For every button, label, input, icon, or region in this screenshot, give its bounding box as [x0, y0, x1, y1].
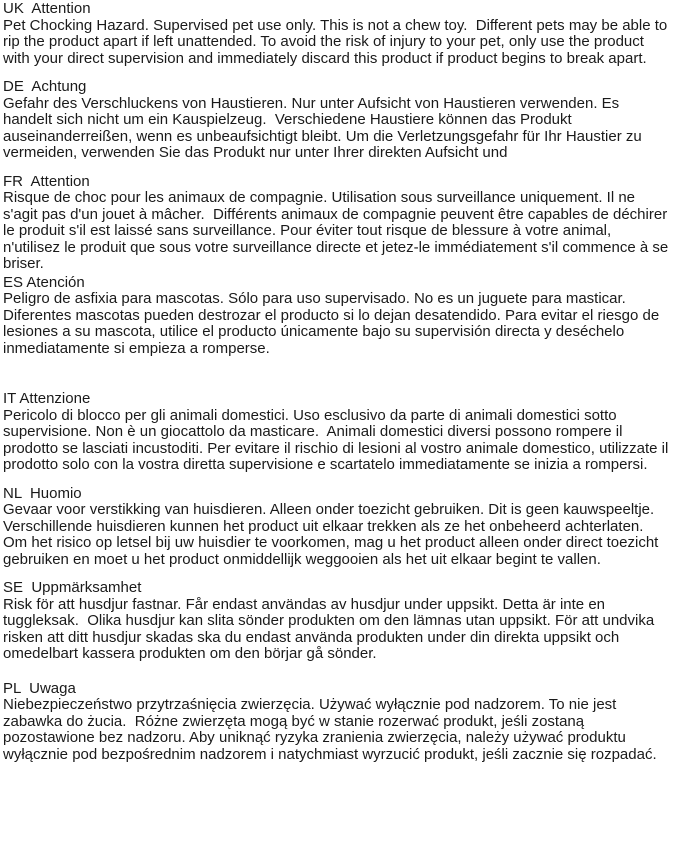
section-body: Gevaar voor verstikking van huisdieren. Alleen onder toezicht gebruiken. Dit is geen kauwspeeltje. Verschillende huisdieren kunnen het product uit elkaar trekken als ze het onbeheerd achterlaten. Om het risico op letsel bij uw huisdier te voorkomen, mag u het product alleen onder direct toezicht gebruiken en moet u het product onmiddellijk weggooien als het uit elkaar begint te vallen. — [3, 501, 663, 568]
language-section — [3, 275, 669, 358]
section-heading: DE Achtung — [3, 78, 87, 95]
section-heading: FR Attention — [3, 172, 90, 190]
section-body: Peligro de asfixia para mascotas. Sólo para uso supervisado. No es un juguete para masticar. Diferentes mascotas pueden destrozar el producto si lo dejan desatendido. Para evitar el riesgo de lesiones a su mascota, utilice el producto únicamente bajo su supervisión directa y deséchelo inmediatamente si empieza a romperse. — [3, 290, 664, 357]
language-section — [3, 580, 669, 663]
section-body: Pericolo di blocco per gli animali domestici. Uso esclusivo da parte di animali domestici sotto supervisione. Non è un giocattolo da masticare. Animali domestici diversi possono rompere il prodotto se lasciati incustoditi. Per evitare il rischio di lesioni al vostro animale domestico, utilizzate il prodotto solo con la vostra diretta supervisione e scartatelo immediatamente se inizia a rompersi. — [3, 406, 673, 473]
language-section — [3, 390, 673, 474]
section-heading: PL Uwaga — [3, 679, 76, 697]
section-body: Risk för att husdjur fastnar. Får endast användas av husdjur under uppsikt. Detta är inte en tuggleksak. Olika husdjur kan slita sönder produkten om den lämnas utan uppsikt. För att undvika risken att ditt husdjur skadas ska du endast använda produkten under din direkta uppsikt och omedelbart kassera produkten om den börjar gå sönder. — [3, 595, 659, 662]
section-body: Niebezpieczeństwo przytrzaśnięcia zwierzęcia. Używać wyłącznie pod nadzorem. To nie jest zabawka do żucia. Różne zwierzęta mogą być w stanie rozerwać produkt, jeśli zostaną pozostawione bez nadzoru. Aby uniknąć ryzyka zranienia zwierzęcia, należy używać produktu wyłącznie pod bezpośrednim nadzorem i natychmiast wyrzucić produkt, jeśli zacznie się rozpadać. — [3, 696, 657, 763]
section-heading: ES Atención — [3, 273, 85, 291]
language-section — [3, 681, 669, 764]
language-section — [3, 0, 672, 67]
language-section — [3, 79, 669, 162]
language-sections-list — [3, 0, 673, 763]
section-heading: NL Huomio — [3, 484, 82, 502]
section-heading: UK Attention — [3, 0, 91, 17]
section-body: Risque de choc pour les animaux de compagnie. Utilisation sous surveillance uniquement. Il ne s'agit pas d'un jouet à mâcher. Différents animaux de compagnie peuvent être capables de déchirer le produit s'il est laissé sans surveillance. Pour éviter tout risque de blessure à votre animal, n'utilisez le produit que sous votre surveillance directe et jetez-le immédiatement s'il commence à se briser. — [3, 189, 673, 272]
section-heading: SE Uppmärksamhet — [3, 579, 142, 596]
section-body: Pet Chocking Hazard. Supervised pet use only. This is not a chew toy. Different pets may be able to rip the product apart if left unattended. To avoid the risk of injury to your pet, only use the product with your direct supervision and immediately discard this product if product begins to break apart. — [3, 16, 672, 67]
language-section — [3, 486, 669, 569]
section-heading: IT Attenzione — [3, 390, 91, 407]
section-body: Gefahr des Verschluckens von Haustieren. Nur unter Aufsicht von Haustieren verwenden. Es handelt sich nicht um ein Kauspielzeug. Verschiedene Haustiere können das Produkt auseinanderreißen, wenn es unbeaufsichtigt bleibt. Um die Verletzungsgefahr für Ihr Haustier zu vermeiden, verwenden Sie das Produkt nur unter Ihrer direkten Aufsicht und — [3, 94, 646, 161]
language-section — [3, 172, 673, 273]
